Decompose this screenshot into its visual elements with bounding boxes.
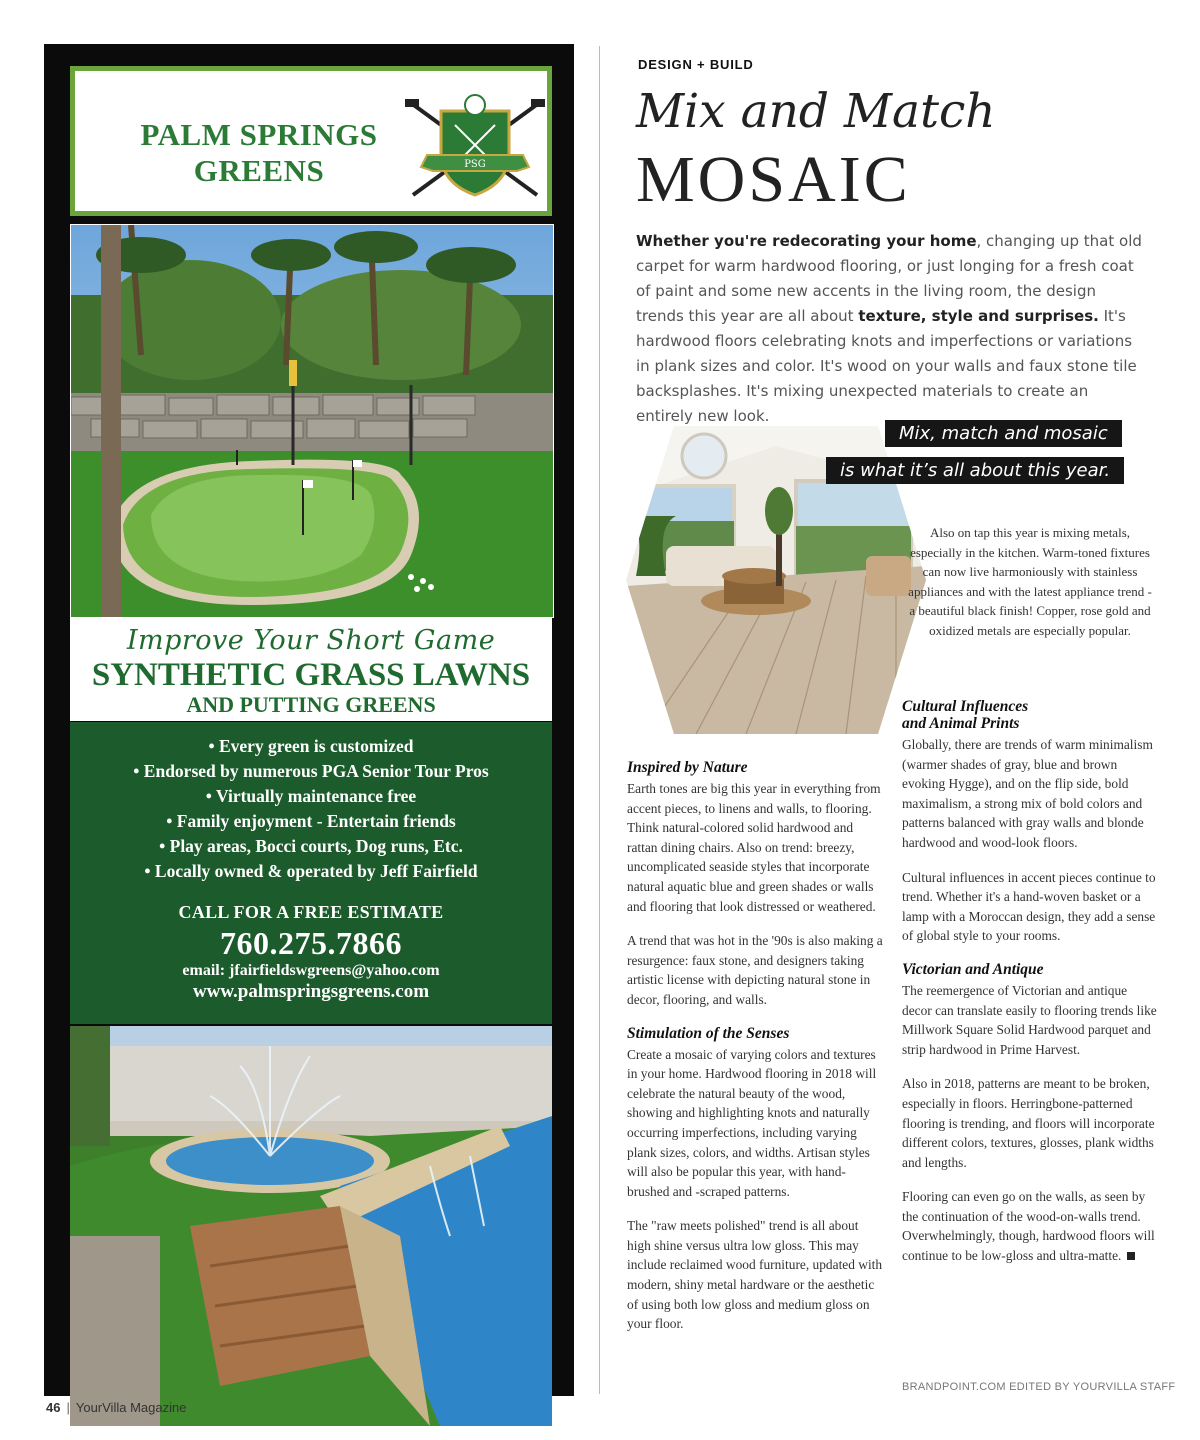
subheading-line: and Animal Prints	[902, 715, 1020, 732]
column-divider	[599, 46, 600, 1394]
feature-item: • Play areas, Bocci courts, Dog runs, Etc.	[70, 834, 552, 859]
advertisement	[44, 44, 574, 1396]
paragraph: Create a mosaic of varying colors and textures in your home. Hardwood flooring in 2018 will celebrate the natural beauty of the wood, showing and highlighting knots and naturally occurring imperfections, including varying plank sizes, colors, and widths. Artisan styles will also be popular this year, with hand-brushed and -scraped patterns.	[627, 1046, 877, 1199]
intro-part-2: It's hardwood floors celebrating knots and imperfections or variations in plank sizes and color. It's wood on your walls and faux stone tile backsplashes. It's mixing unexpected materials to create an entirely new look.	[636, 307, 1137, 425]
phone-number[interactable]: 760.275.7866	[220, 925, 402, 961]
paragraph: Cultural influences in accent pieces continue to trend. Whether it's a hand-woven basket or a lamp with a Moroccan design, they add a sense of global style to your rooms.	[902, 869, 1156, 944]
golf-crest-logo-icon	[405, 91, 545, 201]
paragraph: Also in 2018, patterns are meant to be broken, especially in floors. Herringbone-patterned flooring is trending, and floors will incorporate different colors, textures, glosses, plank widths and lengths.	[902, 1076, 1155, 1170]
tagline-script: Improve Your Short Game	[126, 625, 496, 656]
feature-item: • Every green is customized	[70, 734, 552, 759]
page-number: 46	[46, 1400, 61, 1415]
tagline-main: SYNTHETIC GRASS LAWNS	[91, 657, 531, 693]
feature-item: • Virtually maintenance free	[70, 784, 552, 809]
article-column-right	[902, 698, 1157, 1281]
subheading-stimulation-of-the-senses: Stimulation of the Senses	[627, 1024, 790, 1042]
crest-text: PSG	[464, 159, 486, 170]
section-label: DESIGN + BUILD	[638, 57, 754, 72]
intro-part-1: , changing up that old carpet for warm hardwood flooring, or just longing for a fresh coat of paint and some new accents in the living room, the design trends this year are all about	[636, 232, 1142, 325]
feature-item: • Family enjoyment - Entertain friends	[70, 809, 552, 834]
subheading-inspired-by-nature: Inspired by Nature	[627, 759, 748, 776]
paragraph: Earth tones are big this year in everything from accent pieces, to linens and walls, to flooring. Think natural-colored solid hardwood and rattan dining chairs. Also on trend: breezy, uncomplicated seaside styles that incorporate natural aquatic blue and green shades or walls and flooring that look distressed or weathered.	[627, 781, 881, 914]
subheading-victorian-and-antique: Victorian and Antique	[902, 960, 1044, 978]
paragraph: The "raw meets polished" trend is all about high shine versus ultra low gloss. This may include reclaimed wood furniture, updated with modern, shiny metal hardware or the aesthetic of using both low gloss and medium gloss on your floor.	[627, 1218, 883, 1332]
article-title-line-2: MOSAIC	[636, 143, 911, 216]
end-mark-icon	[1127, 1252, 1135, 1260]
intro-emphasis: texture, style and surprises.	[858, 307, 1099, 325]
call-to-action: CALL FOR A FREE ESTIMATE	[178, 902, 444, 922]
article-intro	[636, 229, 1146, 429]
email-link[interactable]: email: jfairfieldswgreens@yahoo.com	[182, 962, 440, 979]
pool-fountain-photo	[70, 1026, 552, 1426]
metals-sidebar: Also on tap this year is mixing metals, especially in the kitchen. Warm-toned fixtures can now live harmoniously with stainless appliances and with the latest appliance trend - a beautiful black finish! Copper, rose gold and oxidized metals are especially popular.	[908, 525, 1152, 638]
paragraph-final	[902, 1187, 1157, 1265]
paragraph-text: Flooring can even go on the walls, as seen by the continuation of the wood-on-walls trend. Overwhelmingly, though, hardwood floors will continue to be low-gloss and ultra-matte.	[902, 1189, 1155, 1264]
ad-features-panel	[70, 722, 552, 1024]
article-credit: BRANDPOINT.COM EDITED BY YOURVILLA STAFF	[902, 1381, 1176, 1393]
paragraph: Globally, there are trends of warm minimalism (warmer shades of gray, blue and brown evoking Hygge), and on the flip side, bold maximalism, a strong mix of bold colors and patterns balanced with gray walls and blonde hardwood and wood-look floors.	[902, 737, 1153, 850]
ad-logo-banner	[70, 66, 552, 216]
brand-line-2: GREENS	[193, 153, 325, 188]
article-column-left	[627, 759, 885, 1349]
feature-list	[70, 734, 552, 884]
subheading-cultural-influences	[902, 698, 1157, 732]
magazine-name: YourVilla Magazine	[75, 1400, 187, 1415]
paragraph: A trend that was hot in the '90s is also making a resurgence: faux stone, and designers taking artistic license with depicting natural stone in decor, flooring, and walls.	[627, 933, 883, 1007]
feature-item: • Endorsed by numerous PGA Senior Tour Pros	[70, 759, 552, 784]
page-footer	[46, 1400, 186, 1415]
feature-item: • Locally owned & operated by Jeff Fairfield	[70, 859, 552, 884]
paragraph: The reemergence of Victorian and antique decor can translate easily to flooring trends like Millwork Square Solid Hardwood parquet and strip hardwood in Prime Harvest.	[902, 982, 1157, 1057]
tagline-sub: AND PUTTING GREENS	[186, 692, 436, 717]
intro-lead: Whether you're redecorating your home	[636, 232, 977, 250]
subheading-line: Cultural Influences	[902, 698, 1029, 715]
footer-separator: |	[66, 1400, 70, 1415]
article-title-line-1: Mix and Match	[636, 84, 996, 139]
pull-quote-line-1: Mix, match and mosaic	[885, 420, 1122, 447]
ad-tagline-panel	[70, 617, 552, 721]
brand-line-1: PALM SPRINGS	[140, 117, 378, 152]
putting-green-photo	[70, 224, 554, 618]
website-link[interactable]: www.palmspringsgreens.com	[192, 981, 430, 1002]
brand-name	[129, 117, 389, 189]
pull-quote-line-2: is what it’s all about this year.	[826, 457, 1124, 484]
